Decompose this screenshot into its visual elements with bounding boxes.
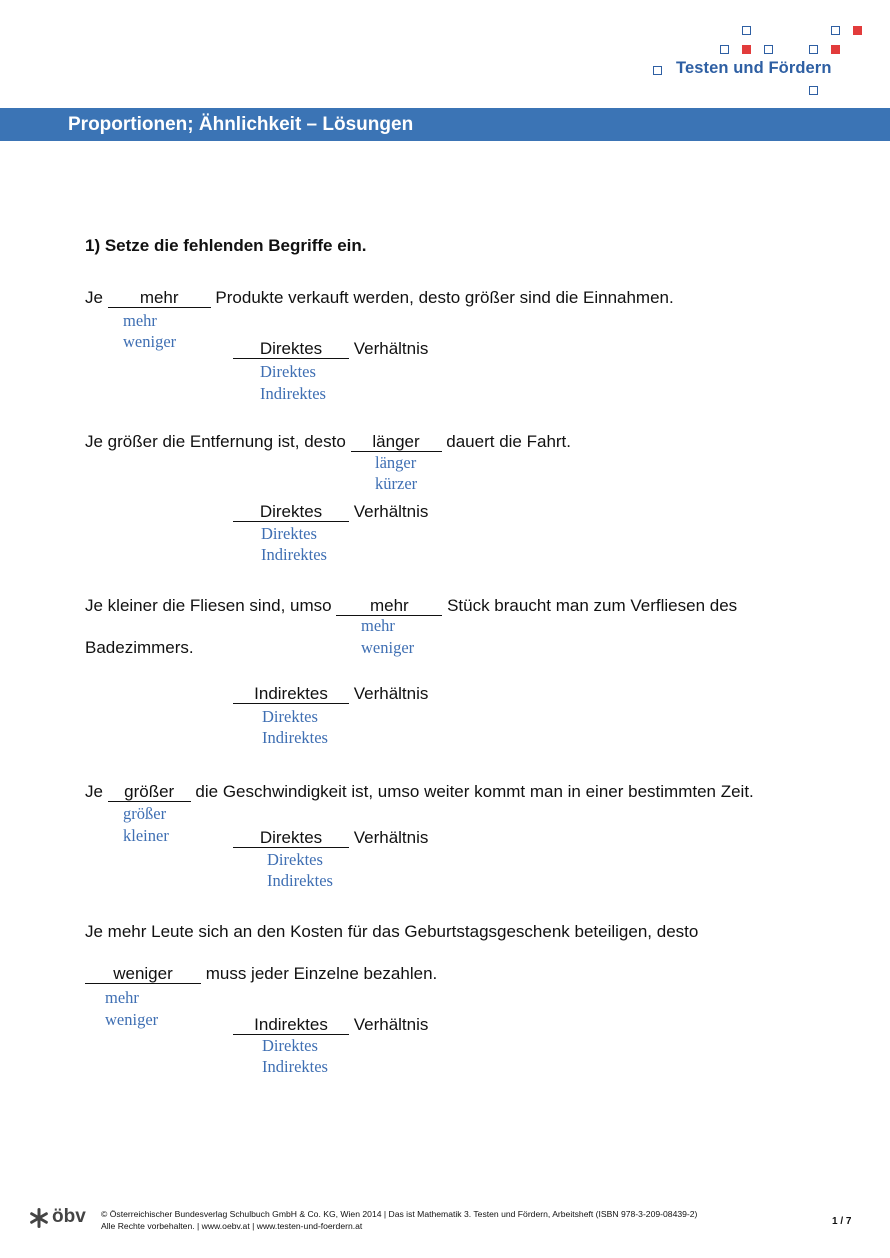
option-2a: länger	[375, 453, 417, 472]
sentence-4	[85, 782, 754, 802]
brand-name: Testen und Fördern	[676, 59, 832, 77]
sentence-5-continuation	[85, 964, 437, 984]
answer-blank-2: länger	[351, 433, 442, 452]
logo-square-icon	[764, 45, 773, 54]
sentence-3-text-end: Stück braucht man zum Verfliesen des	[442, 596, 738, 615]
sentence-1	[85, 288, 674, 308]
option-5a: mehr	[105, 988, 139, 1007]
relation-option-5a: Direktes	[262, 1036, 318, 1055]
logo-square-icon	[720, 45, 729, 54]
relation-blank-3: Indirektes	[233, 685, 349, 704]
sentence-2	[85, 432, 571, 452]
relation-option-5b: Indirektes	[262, 1057, 328, 1076]
relation-option-3b: Indirektes	[262, 728, 328, 747]
answer-blank-5: weniger	[85, 965, 201, 984]
option-5b: weniger	[105, 1010, 159, 1029]
task-heading: 1) Setze die fehlenden Begriffe ein.	[85, 236, 367, 255]
relation-option-2a: Direktes	[261, 524, 317, 543]
relation-label: Verhältnis	[349, 502, 429, 521]
option-4a: größer	[123, 804, 167, 823]
relation-2	[233, 502, 428, 522]
logo-square-icon	[653, 66, 662, 75]
relation-4	[233, 828, 428, 848]
relation-option-2b: Indirektes	[261, 545, 327, 564]
relation-option-1b: Indirektes	[260, 384, 326, 403]
relation-5	[233, 1015, 428, 1035]
relation-option-3a: Direktes	[262, 707, 318, 726]
sentence-1-text-end: Produkte verkauft werden, desto größer sind die Einnahmen.	[210, 288, 674, 307]
publisher-logo	[28, 1206, 88, 1230]
logo-square-icon	[742, 26, 751, 35]
page-number: 1 / 7	[832, 1216, 852, 1227]
option-2b: kürzer	[375, 474, 418, 493]
answer-blank-4: größer	[108, 783, 191, 802]
sentence-3-continuation: Badezimmers.	[85, 638, 194, 657]
logo-square-icon	[831, 45, 840, 54]
relation-3	[233, 684, 428, 704]
logo-square-icon	[831, 26, 840, 35]
sentence-1-text: Je	[85, 288, 108, 307]
answer-blank-1: mehr	[108, 289, 211, 308]
page-title: Proportionen; Ähnlichkeit – Lösungen	[68, 114, 414, 135]
option-3a: mehr	[361, 616, 395, 635]
option-3b: weniger	[361, 638, 415, 657]
relation-1	[233, 339, 428, 359]
footer-line-1: © Österreichischer Bundesverlag Schulbuch GmbH & Co. KG, Wien 2014 | Das ist Mathematik 3. Testen und Fördern, Arbeitsheft (ISBN 978-3-209-08439-2)	[101, 1209, 698, 1219]
answer-blank-3: mehr	[336, 597, 442, 616]
sentence-5-text-end: muss jeder Einzelne bezahlen.	[201, 964, 438, 983]
relation-blank-5: Indirektes	[233, 1016, 349, 1035]
sentence-3	[85, 596, 737, 616]
relation-blank-4: Direktes	[233, 829, 349, 848]
sentence-4-text-end: die Geschwindigkeit ist, umso weiter kommt man in einer bestimmten Zeit.	[190, 782, 754, 801]
obv-star-icon	[28, 1207, 50, 1229]
logo-square-icon	[742, 45, 751, 54]
relation-label: Verhältnis	[349, 1015, 429, 1034]
publisher-logo-text: öbv	[52, 1206, 86, 1227]
relation-option-1a: Direktes	[260, 362, 316, 381]
relation-option-4b: Indirektes	[267, 871, 333, 890]
sentence-2-text-end: dauert die Fahrt.	[441, 432, 572, 451]
relation-blank-2: Direktes	[233, 503, 349, 522]
relation-option-4a: Direktes	[267, 850, 323, 869]
title-banner	[0, 108, 890, 141]
footer-copyright	[101, 1208, 697, 1232]
sentence-5: Je mehr Leute sich an den Kosten für das Geburtstagsgeschenk beteiligen, desto	[85, 922, 699, 941]
sentence-2-text: Je größer die Entfernung ist, desto	[85, 432, 351, 451]
sentence-3-text: Je kleiner die Fliesen sind, umso	[85, 596, 337, 615]
relation-label: Verhältnis	[349, 684, 429, 703]
logo-square-icon	[853, 26, 862, 35]
option-1b: weniger	[123, 332, 177, 351]
option-4b: kleiner	[123, 826, 169, 845]
relation-label: Verhältnis	[349, 828, 429, 847]
option-1a: mehr	[123, 311, 157, 330]
logo-square-icon	[809, 86, 818, 95]
logo-square-icon	[809, 45, 818, 54]
footer-line-2: Alle Rechte vorbehalten. | www.oebv.at | www.testen-und-foerdern.at	[101, 1221, 363, 1231]
relation-label: Verhältnis	[349, 339, 429, 358]
relation-blank-1: Direktes	[233, 340, 349, 359]
sentence-4-text: Je	[85, 782, 108, 801]
